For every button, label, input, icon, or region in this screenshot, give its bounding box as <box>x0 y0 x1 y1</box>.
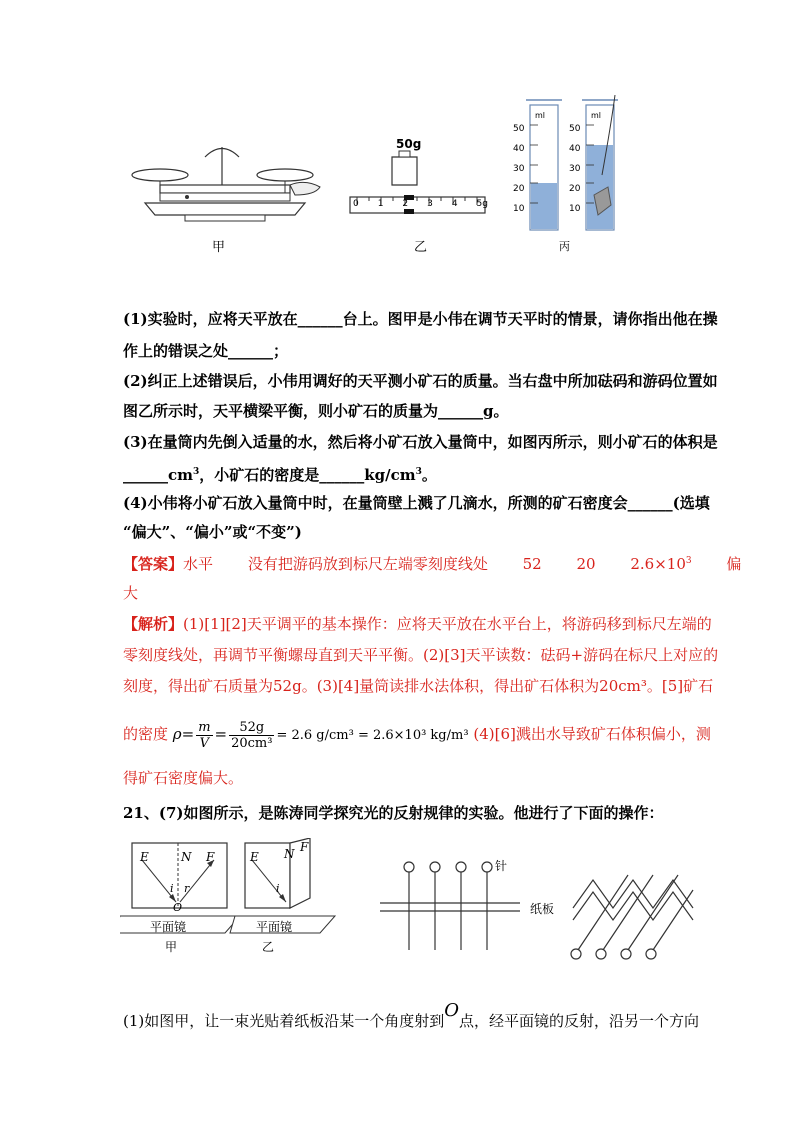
graduated-cylinders-figure <box>508 95 623 235</box>
q21-sub1: (1)如图甲，让一束光贴着纸板沿某一个角度射到O点，经平面镜的反射，沿另一个方向 <box>123 1000 700 1030</box>
fig-label-jia: 甲 <box>165 940 178 954</box>
ruler-tick-labels: 0 1 2 3 4 5g <box>353 199 488 209</box>
q4-line2: “偏大”、“偏小”或“不变”) <box>123 523 302 541</box>
q2-line1: (2)纠正上述错误后，小伟用调好的天平测小矿石的质量。当右盘中所加砝码和游码位置如 <box>123 372 718 390</box>
q3-line1: (3)在量筒内先倒入适量的水，然后将小矿石放入量筒中，如图丙所示，则小矿石的体积是 <box>123 433 718 451</box>
letter-i-yi: i <box>276 882 280 895</box>
mirror-label-jia: 平面镜 <box>150 920 187 934</box>
q4-line1: (4)小伟将小矿石放入量筒中时，在量筒壁上溅了几滴水，所测的矿石密度会______(选填 <box>123 494 710 512</box>
letter-N-yi: N <box>284 847 295 861</box>
cylinder-unit-1: ml <box>535 111 546 120</box>
figure-label-yi: 乙 <box>414 240 428 255</box>
board-label: 纸板 <box>530 902 555 916</box>
q1-line2: 作上的错误之处______； <box>123 342 289 360</box>
fig-label-yi: 乙 <box>262 940 275 954</box>
letter-F-jia: F <box>206 850 215 864</box>
letter-E-jia: E <box>140 850 149 864</box>
figure-label-jia: 甲 <box>212 240 226 255</box>
analysis-line5: 得矿石密度偏大。 <box>123 769 244 787</box>
q3-line2: $\_\_\_\_\_\_cm^3$，小矿石的密度是$\_\_\_\_\_\_kg/cm^3$。 <box>123 466 437 484</box>
analysis-tag: 【解析】 <box>123 615 184 633</box>
balance-figure <box>125 135 325 245</box>
letter-N-jia: N <box>181 850 192 864</box>
answer-line: 【答案】水平 没有把游码放到标尺左端零刻度线处 52 20 $2.6\times 10^3$ 偏 <box>123 555 742 573</box>
letter-O-jia: O <box>173 901 183 914</box>
mirror-label-yi: 平面镜 <box>256 920 293 934</box>
letter-r-jia: r <box>184 882 190 895</box>
q2-line2: 图乙所示时，天平横梁平衡，则小矿石的质量为______g。 <box>123 402 509 420</box>
letter-E-yi: E <box>250 850 259 864</box>
analysis-line2: 零刻度线处，再调节平衡螺母直到天平平衡。(2)[3]天平读数：砝码+游码在标尺上对应的 <box>123 646 719 664</box>
cylinder-scale-2: 50 40 30 20 10 <box>569 124 581 214</box>
cylinder-scale-1: 50 40 30 20 10 <box>513 124 525 214</box>
analysis-line4: 的密度 ρ= $\frac{m}{V}$ = $\frac{52g}{\text{20cm³}}$ = 2.6 g/cm³ = 2.6×10³ kg/m³ (4)[6]溅出水导致矿石体积偏小，测 <box>123 719 711 751</box>
answer-line2: 大 <box>123 584 139 602</box>
zigzag-needles-figure <box>568 870 698 965</box>
analysis-line3: 刻度，得出矿石质量为52g。(3)[4]量筒读排水法体积，得出矿石体积为20cm³。[5]矿石 <box>123 677 714 695</box>
figure-label-bing: 丙 <box>559 240 570 253</box>
cylinder-unit-2: ml <box>591 111 602 120</box>
needle-label: 针 <box>495 859 508 873</box>
weight-label: 50g <box>396 137 422 151</box>
q21-title: 21、(7)如图所示，是陈涛同学探究光的反射规律的实验。他进行了下面的操作： <box>123 804 664 822</box>
letter-F-yi: F <box>300 840 309 854</box>
answer-tag: 【答案】 <box>123 555 184 573</box>
point-O: O <box>444 1000 460 1021</box>
q1-line1: (1)实验时，应将天平放在______台上。图甲是小伟在调节天平时的情景，请你指出他在操 <box>123 310 718 328</box>
letter-i-jia: i <box>170 882 174 895</box>
analysis-line1: 【解析】(1)[1][2]天平调平的基本操作：应将天平放在水平台上，将游码移到标尺左端的 <box>123 615 712 633</box>
